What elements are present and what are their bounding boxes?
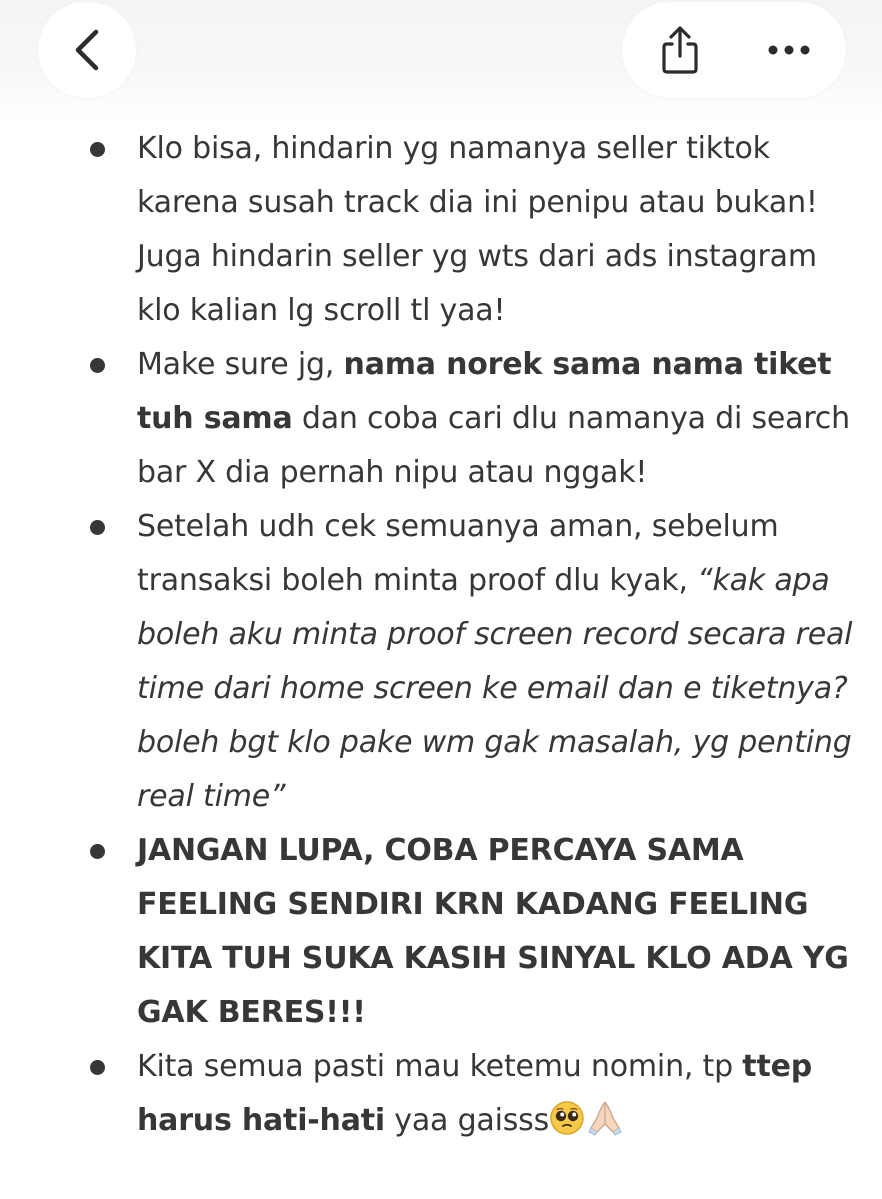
list-item (0, 338, 882, 500)
bullet-dot (90, 844, 105, 859)
folded-hands-emoji (585, 1098, 625, 1154)
list-item (0, 824, 882, 1040)
item-text: Setelah udh cek semuanya aman, sebelum transaksi boleh minta proof dlu kyak, (137, 509, 779, 598)
item-text: Klo bisa, hindarin yg namanya seller tiktok karena susah track dia ini penipu atau bukan! Juga hindarin seller yg wts dari ads instagram klo kalian lg scroll tl yaa! (137, 131, 818, 328)
share-icon (658, 24, 702, 76)
top-bar (0, 0, 882, 120)
item-text: Make sure jg, (137, 347, 344, 382)
more-button[interactable] (754, 20, 824, 80)
item-text: Kita semua pasti mau ketemu nomin, tp (137, 1049, 743, 1084)
item-text-bold: nama norek sama nama tiket tuh sama (137, 347, 832, 436)
item-text-bold: ttep harus hati-hati (137, 1049, 812, 1138)
chevron-left-icon (72, 28, 102, 72)
list-item (0, 122, 882, 338)
actions-pill (622, 2, 846, 98)
item-text: dan coba cari dlu namanya di search bar X dia pernah nipu atau nggak! (137, 401, 850, 490)
bullet-dot (90, 358, 105, 373)
bullet-dot (90, 520, 105, 535)
list-item (0, 1040, 882, 1154)
bullet-list (0, 122, 882, 1154)
item-text: yaa gaisss (384, 1103, 550, 1138)
item-text-bold: JANGAN LUPA, COBA PERCAYA SAMA FEELING SENDIRI KRN KADANG FEELING KITA TUH SUKA KASIH SINYAL KLO ADA YG GAK BERES!!! (137, 833, 849, 1030)
note-content (0, 122, 882, 1154)
share-button[interactable] (650, 20, 710, 80)
pleading-face-emoji (549, 1100, 585, 1154)
item-text-italic: “kak apa boleh aku minta proof screen record secara real time dari home screen ke email dan e tiketnya? boleh bgt klo pake wm gak masalah, yg penting real time” (137, 563, 853, 814)
list-item (0, 500, 882, 824)
bullet-dot (90, 1060, 105, 1075)
more-dots-icon (767, 44, 811, 56)
back-button[interactable] (38, 2, 136, 98)
bullet-dot (90, 142, 105, 157)
